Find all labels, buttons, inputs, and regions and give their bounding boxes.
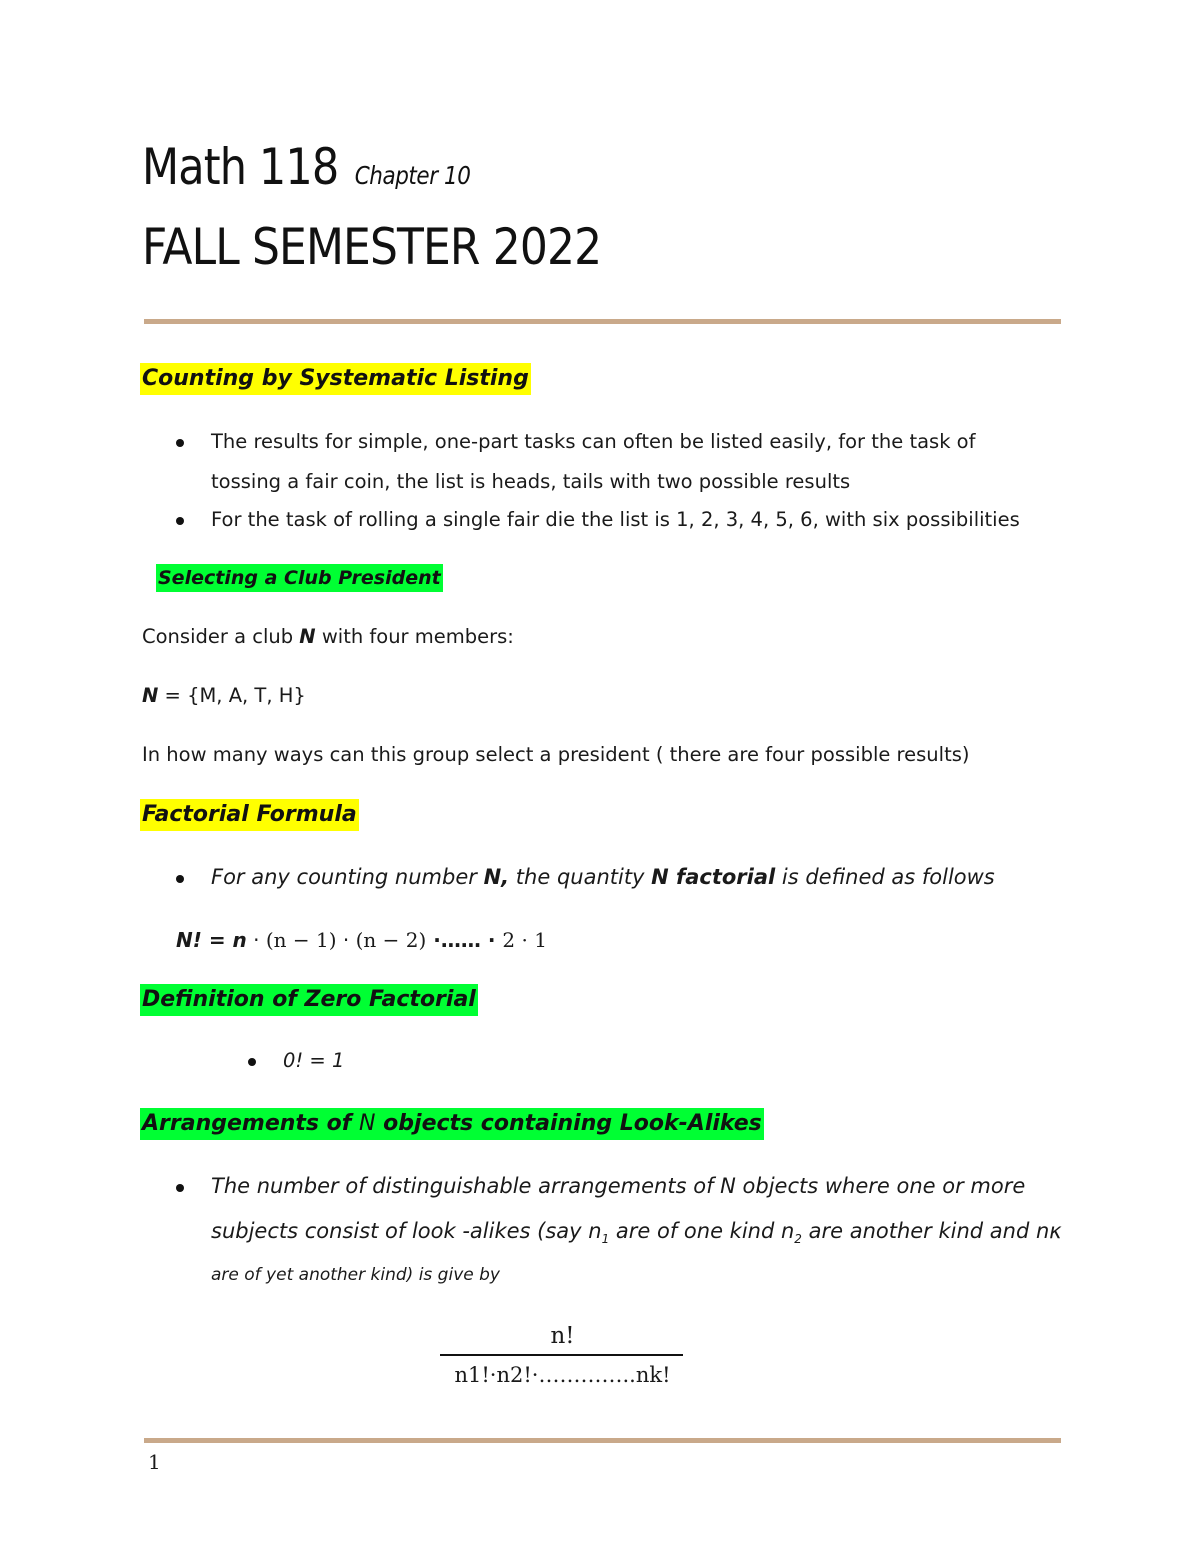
formula-dots: ·…… · [426,928,503,952]
heading-club-president: Selecting a Club President [156,564,443,592]
formula-dot: · [246,928,266,952]
heading-text: Arrangements of [142,1111,360,1136]
chapter-label: Chapter 10 [354,161,471,190]
bullet-text-continued: tossing a fair coin, the list is heads, tails with two possible results [211,470,851,493]
zero-factorial-value: 0! = 1 [283,1049,345,1072]
heading-factorial-formula: Factorial Formula [140,799,359,831]
title-text: Math 118 [142,138,339,196]
bullet-text: For the task of rolling a single fair die the list is 1, 2, 3, 4, 5, 6, with six possibilities [211,508,1020,531]
heading-variable: N [359,1111,376,1136]
def-term: N factorial [651,865,776,889]
def-text: is defined as follows [775,865,995,889]
page-title [142,138,471,196]
desc-text: are another kind and nκ [801,1219,1062,1243]
top-divider [144,319,1061,324]
def-var: N, [483,865,510,889]
formula-lhs: N! = n [176,928,247,952]
heading-look-alikes [140,1108,764,1140]
bullet-icon [248,1058,256,1066]
fraction-denominator: n1!·n2!·…………..nk! [454,1363,671,1387]
factorial-formula [176,925,547,955]
look-alike-description: The number of distinguishable arrangements of N objects where one or more [211,1174,1026,1198]
bullet-icon [176,517,184,525]
formula-term: (n − 1) [265,928,337,952]
factorial-definition [211,862,995,892]
fraction-bar [440,1354,683,1356]
heading-systematic-listing: Counting by Systematic Listing [140,363,531,395]
look-alike-description-end: are of yet another kind) is give by [211,1265,500,1285]
club-set [142,681,306,711]
semester-title: FALL SEMESTER 2022 [142,218,602,276]
def-text: For any counting number [211,865,484,889]
look-alike-description-continued [211,1216,1062,1254]
set-variable: N [142,684,159,707]
fraction-numerator: n! [550,1323,575,1349]
formula-term: (n − 2) [355,928,427,952]
page-number: 1 [148,1450,161,1474]
bullet-text: The results for simple, one-part tasks can often be listed easily, for the task of [211,430,976,453]
bullet-icon [176,439,184,447]
club-text: Consider a club [142,625,300,648]
heading-zero-factorial: Definition of Zero Factorial [140,984,478,1016]
bullet-icon [176,1184,184,1192]
club-question: In how many ways can this group select a president ( there are four possible results) [142,743,970,766]
formula-dot: · [336,928,356,952]
club-variable: N [299,625,316,648]
formula-tail: 2 · 1 [502,928,547,952]
heading-text: objects containing Look-Alikes [375,1111,762,1136]
bottom-divider [144,1438,1061,1443]
def-text: the quantity [509,865,652,889]
bullet-icon [176,875,184,883]
subscript: 1 [601,1232,610,1247]
subscript: 2 [794,1232,802,1247]
club-text: with four members: [315,625,514,648]
set-members: = {M, A, T, H} [158,684,306,707]
desc-text: are of one kind n [609,1219,795,1243]
desc-text: subjects consist of look -alikes (say n [211,1219,602,1243]
club-description [142,622,514,652]
